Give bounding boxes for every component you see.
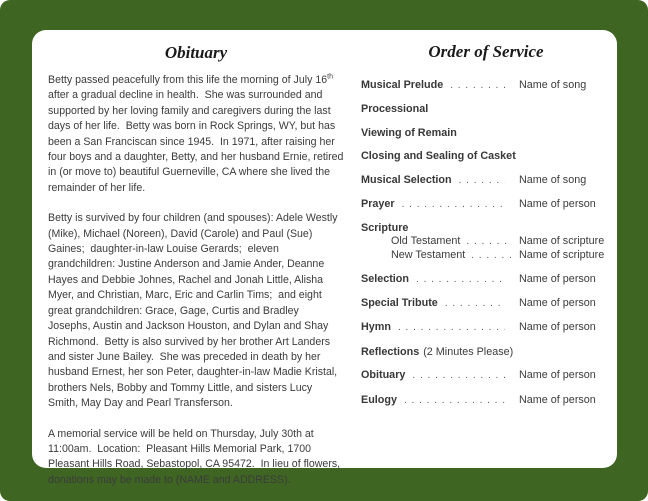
- service-item-selection: [361, 272, 611, 287]
- service-item-value: Name of person: [519, 197, 596, 210]
- service-item-musical-prelude: [361, 78, 611, 93]
- service-item-label: Musical Selection: [361, 173, 452, 186]
- service-item-label: Selection: [361, 272, 410, 285]
- leader-dots: [412, 368, 505, 383]
- service-item-note: (2 Minutes Please): [423, 345, 514, 358]
- obituary-title: Obituary: [164, 43, 228, 62]
- service-subitem-new-testament: [361, 249, 611, 262]
- service-item-eulogy: [361, 393, 611, 408]
- leader-dots: [459, 173, 505, 188]
- obituary-paragraph-1-text: Betty passed peacefully from this life the morning of July 16: [48, 74, 328, 86]
- service-item-scripture-block: [361, 221, 611, 262]
- service-item-viewing-of-remain: [361, 126, 611, 140]
- service-subitem-old-testament: [361, 235, 611, 248]
- leader-dots: [445, 296, 505, 311]
- service-item-label: Special Tribute: [361, 296, 438, 309]
- service-item-label: Reflections: [361, 345, 420, 358]
- service-item-value: Name of song: [519, 79, 587, 91]
- service-item-prayer: [361, 197, 611, 212]
- leader-dots: [404, 393, 505, 408]
- service-item-closing-and-sealing: [361, 149, 611, 163]
- service-item-special-tribute: [361, 296, 611, 311]
- service-item-label: Musical Prelude: [361, 79, 444, 91]
- service-item-value: Name of person: [519, 393, 596, 406]
- service-item-label: Prayer: [361, 197, 395, 210]
- service-item-label: Scripture: [361, 222, 409, 235]
- leader-dots: [466, 235, 511, 248]
- obituary-paragraph-1-continued: after a gradual decline in health. She was surrounded and supported by her loving family and caregivers during the last days of her life. Betty was born in Rock Springs, WY, but has been a San Franciscan since 1945. In 1971, after raising her four boys and a daughter, Betty, and her husband Ernie, retired in (or move to) beautiful Guerneville, CA where she lived the remainder of her life.: [48, 74, 347, 194]
- service-subitem-label: New Testament: [391, 248, 466, 261]
- leader-dots: [398, 320, 505, 335]
- service-item-label: Closing and Sealing of Casket: [361, 150, 516, 163]
- service-item-label: Obituary: [361, 369, 406, 382]
- ordinal-superscript: th: [327, 73, 333, 81]
- leader-dots: [402, 197, 505, 212]
- service-item-value: Name of person: [519, 272, 596, 285]
- obituary-section: [32, 30, 347, 486]
- leader-dots: [416, 272, 505, 287]
- service-item-label: Hymn: [361, 321, 391, 334]
- service-item-value: Name of person: [519, 321, 596, 334]
- leader-dots: [471, 249, 511, 262]
- service-list: [361, 78, 611, 408]
- service-subitem-value: Name of scripture: [519, 248, 605, 261]
- service-item-scripture: [361, 221, 611, 235]
- program-panel: [32, 30, 617, 486]
- service-item-value: Name of song: [519, 173, 587, 186]
- obituary-paragraph-3: A memorial service will be held on Thursday, July 30th at 11:00am. Location: Pleasant Hills Memorial Park, 1700 Pleasant Hills Road, Sebastopol, CA 95472. In lieu of flowers, donations may be made to (NAME and ADDRESS).: [48, 427, 344, 486]
- obituary-paragraph-1: [48, 73, 347, 196]
- service-item-reflections: [361, 345, 611, 359]
- service-item-value: Name of person: [519, 369, 596, 382]
- service-item-label: Eulogy: [361, 393, 397, 406]
- service-subitem-value: Name of scripture: [519, 235, 605, 248]
- leader-dots: [450, 78, 505, 93]
- service-item-obituary: [361, 368, 611, 383]
- service-item-musical-selection: [361, 173, 611, 188]
- service-item-hymn: [361, 320, 611, 335]
- obituary-paragraph-2: Betty is survived by four children (and spouses): Adele Westly (Mike), Michael (Noreen), David (Carole) and Paul (Sue) Gaines; daughter-in-law Louise Gerards; eleven grandchildren: Justine Anderson and Jamie Ander, Deanne Hayes and Debbie Johnes, Rachel and Jonah Little, Alisha Myer, and Christian, Marc, Eric and Carlin Tims; and eight great grandchildren: Grace, Gage, Curtis and Bradley Josephs, Austin and Jackson Houston, and Dylan and Shay Richmond. Betty is also survived by her brother Art Landers and sister June Bailey. She was preceded in death by her husband Ernest, her son Peter, daughter-in-law Madie Kristal, brothers Nels, Bobby and Tommy Little, and sisters Lucy Smith, May Day and Pearl Transferson.: [48, 212, 341, 410]
- order-of-service-section: [344, 30, 617, 468]
- service-item-value: Name of person: [519, 296, 596, 309]
- service-item-processional: [361, 102, 611, 116]
- service-subitem-label: Old Testament: [391, 235, 461, 248]
- service-item-label: Viewing of Remain: [361, 126, 457, 139]
- service-item-label: Processional: [361, 103, 429, 116]
- order-of-service-title: Order of Service: [428, 42, 544, 61]
